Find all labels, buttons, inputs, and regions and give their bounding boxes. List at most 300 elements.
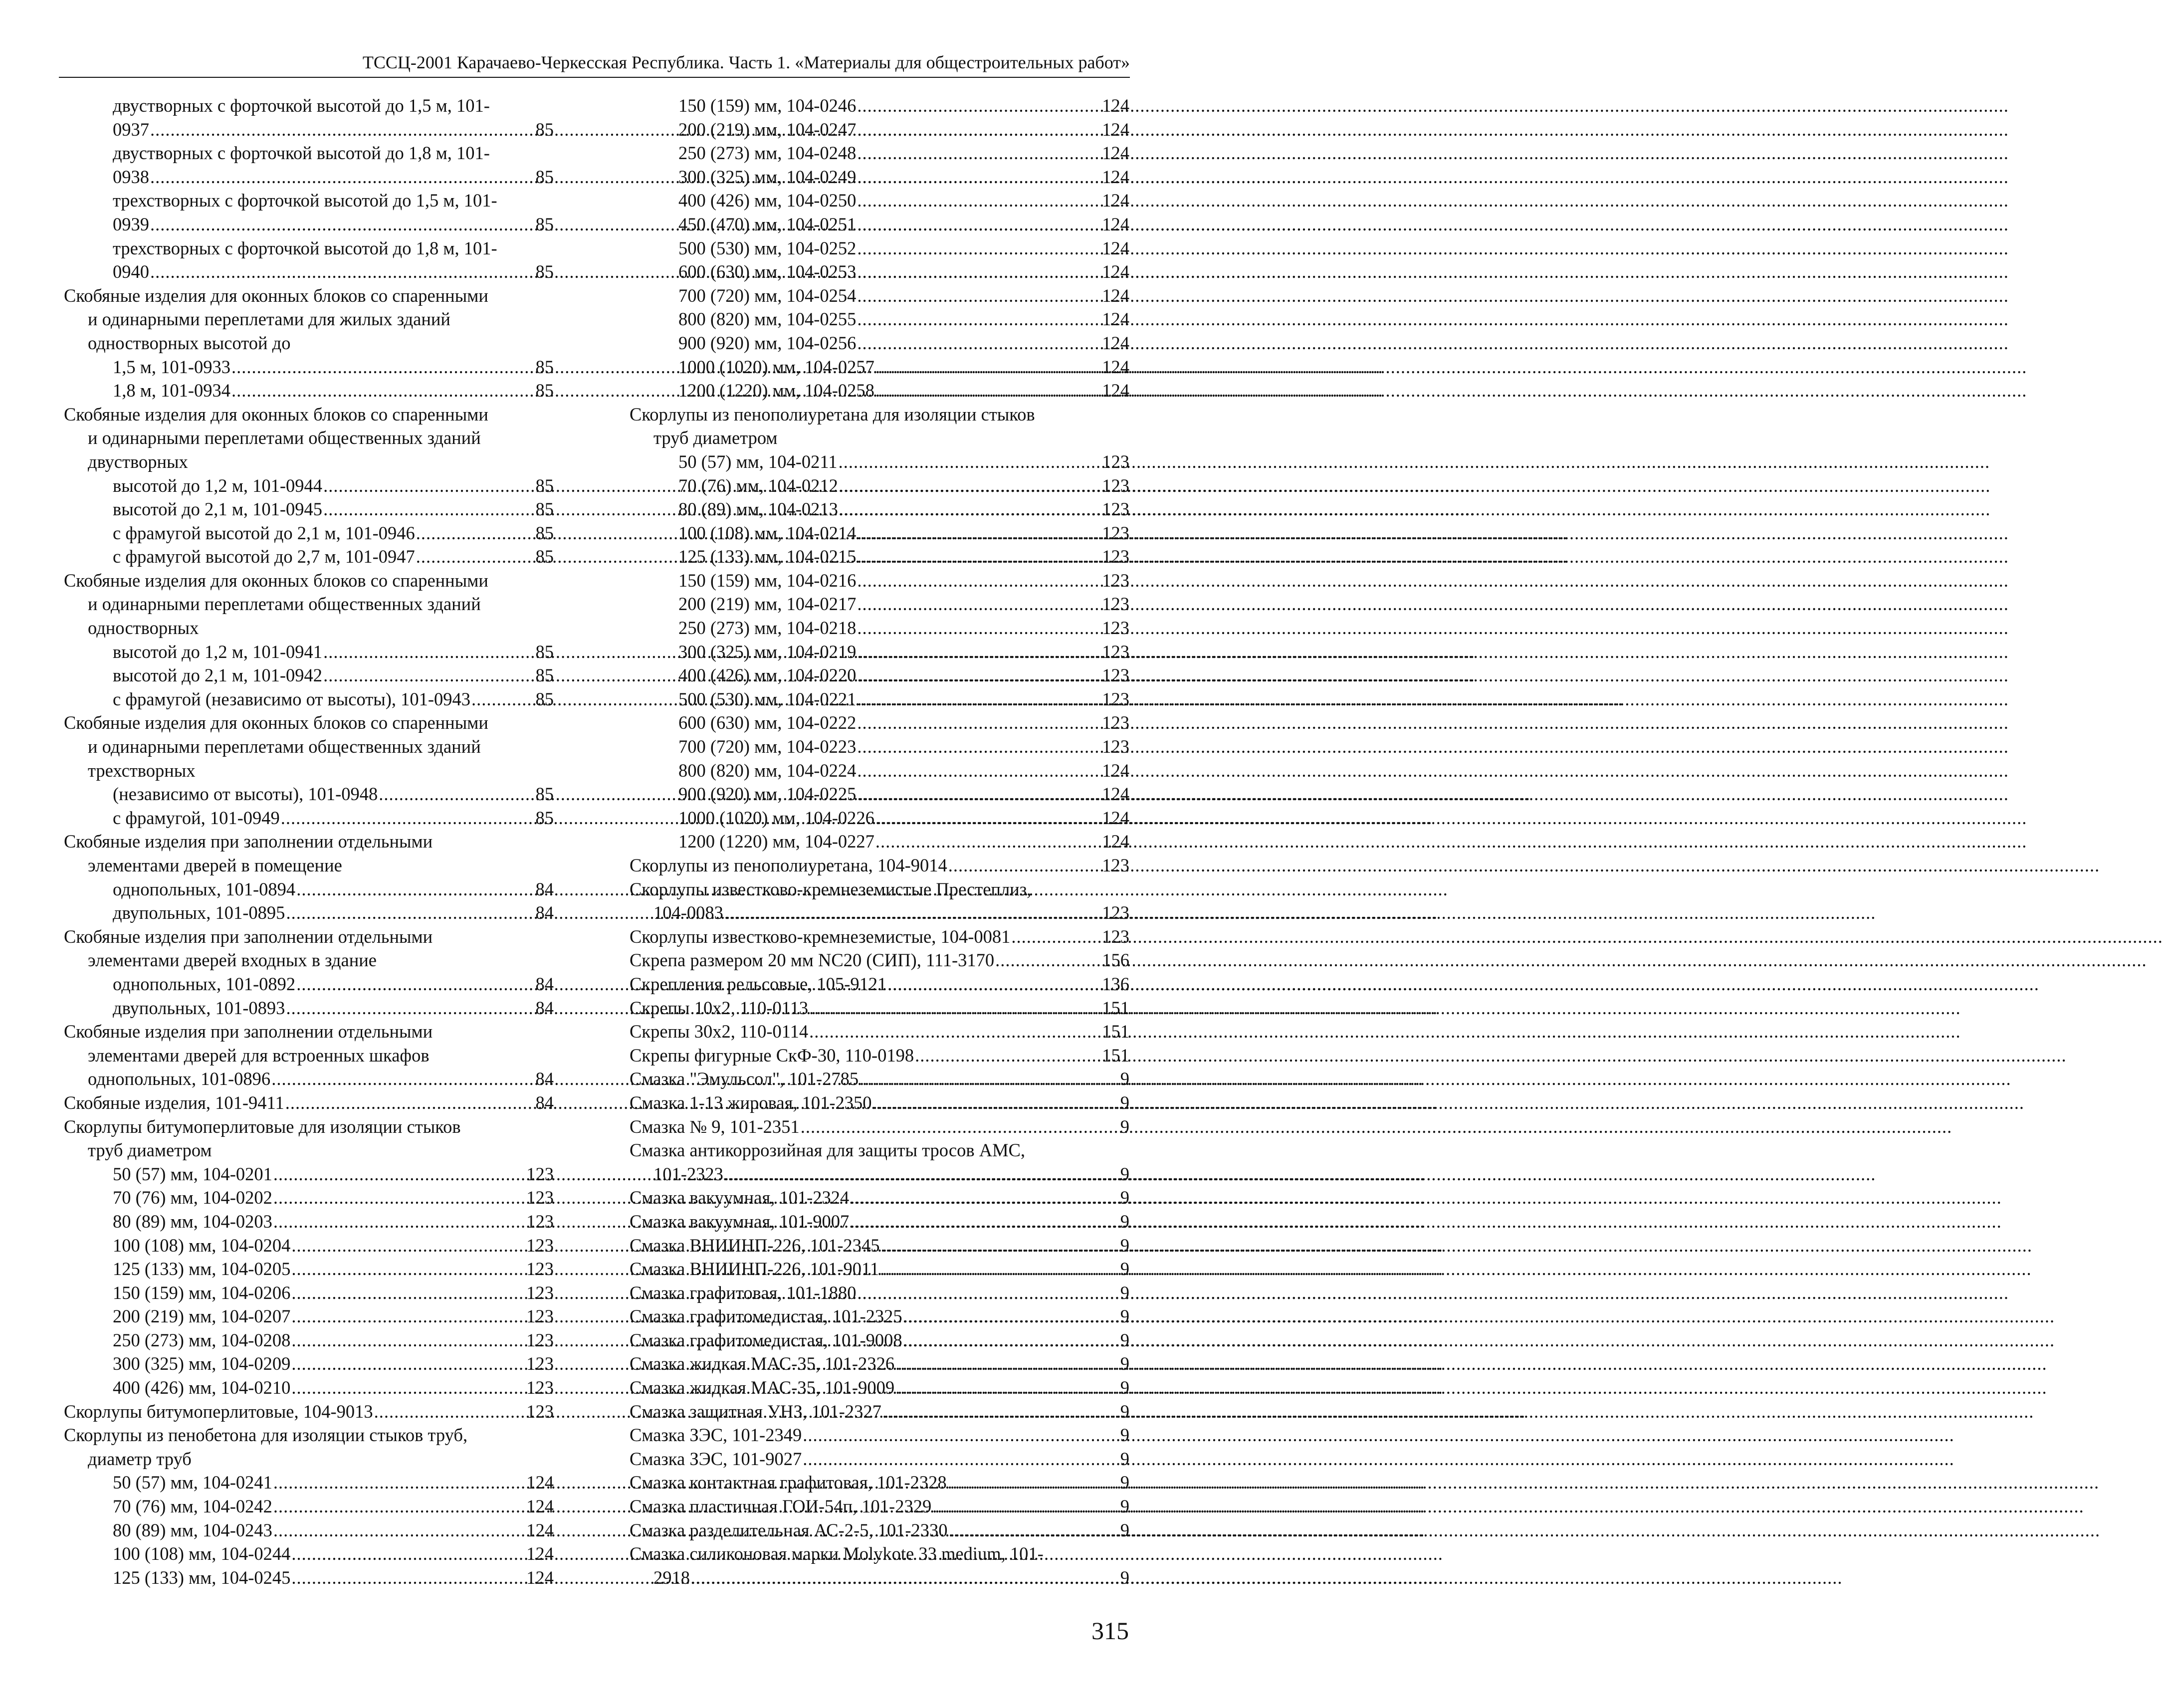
index-entry bbox=[64, 474, 554, 498]
dot-leader bbox=[857, 260, 1101, 284]
dot-leader bbox=[323, 474, 534, 498]
index-entry bbox=[630, 1494, 1129, 1518]
index-entry bbox=[630, 1400, 1129, 1424]
entry-text: 1000 (1020) мм, 104-0257 bbox=[678, 356, 874, 377]
index-entry bbox=[64, 497, 554, 521]
index-entry bbox=[64, 1376, 554, 1400]
entry-text: с фрамугой, 101-0949 bbox=[113, 807, 280, 828]
entry-text: и одинарными переплетами общественных зданий bbox=[88, 736, 481, 757]
index-entry bbox=[64, 355, 554, 379]
entry-page-ref: 9 bbox=[1120, 1448, 1129, 1469]
entry-page-ref: 124 bbox=[1102, 309, 1129, 330]
index-entry bbox=[630, 1352, 1129, 1376]
index-entry bbox=[630, 901, 1129, 925]
dot-leader bbox=[291, 1281, 525, 1305]
dot-leader bbox=[379, 782, 534, 806]
dot-leader bbox=[903, 1304, 1113, 1328]
index-entry bbox=[64, 213, 554, 236]
dot-leader bbox=[839, 450, 1101, 474]
entry-text: 900 (920) мм, 104-0225 bbox=[678, 784, 857, 805]
entry-page-ref: 123 bbox=[526, 1259, 554, 1280]
index-entry bbox=[630, 711, 1129, 735]
index-entry bbox=[630, 1020, 1129, 1044]
index-entry bbox=[64, 450, 554, 474]
index-entry bbox=[64, 640, 554, 664]
entry-page-ref: 123 bbox=[1102, 855, 1129, 875]
index-entry bbox=[630, 877, 1129, 901]
dot-leader bbox=[850, 1210, 1113, 1234]
entry-text: 70 (76) мм, 104-0212 bbox=[678, 475, 838, 496]
entry-text: 70 (76) мм, 104-0242 bbox=[113, 1496, 272, 1517]
entry-page-ref: 124 bbox=[1102, 831, 1129, 852]
entry-text: Скобяные изделия при заполнении отдельными bbox=[64, 926, 433, 947]
dot-leader bbox=[882, 1400, 1113, 1424]
dot-leader bbox=[858, 1281, 1113, 1305]
index-entry bbox=[64, 1494, 554, 1518]
dot-leader bbox=[801, 1115, 1113, 1139]
index-entry bbox=[630, 1044, 1129, 1068]
dot-leader bbox=[857, 213, 1101, 236]
dot-leader bbox=[231, 379, 534, 403]
dot-leader bbox=[291, 1542, 525, 1566]
index-entry bbox=[64, 616, 554, 640]
entry-text: Скорлупы известково-кремнеземистые Престеплиз, bbox=[630, 878, 1032, 899]
index-entry bbox=[630, 759, 1129, 783]
entry-text: 700 (720) мм, 104-0254 bbox=[678, 285, 857, 306]
index-entry bbox=[630, 806, 1129, 830]
index-entry bbox=[64, 925, 554, 949]
entry-text: Смазка вакуумная, 101-2324 bbox=[630, 1187, 850, 1208]
dot-leader bbox=[724, 901, 1101, 925]
index-entry bbox=[64, 1542, 554, 1566]
entry-text: 200 (219) мм, 104-0207 bbox=[113, 1306, 291, 1327]
dot-leader bbox=[150, 118, 535, 142]
entry-text: 200 (219) мм, 104-0217 bbox=[678, 594, 857, 615]
dot-leader bbox=[296, 972, 534, 996]
index-entry bbox=[630, 284, 1129, 308]
entry-page-ref: 123 bbox=[526, 1401, 554, 1422]
entry-page-ref: 9 bbox=[1120, 1519, 1129, 1540]
dot-leader bbox=[291, 1376, 525, 1400]
entry-page-ref: 124 bbox=[1102, 95, 1129, 116]
dot-leader bbox=[1011, 925, 1101, 949]
index-entry bbox=[64, 1352, 554, 1376]
index-entry bbox=[630, 189, 1129, 213]
dot-leader bbox=[895, 1376, 1113, 1400]
entry-page-ref: 9 bbox=[1120, 1259, 1129, 1280]
dot-leader bbox=[271, 1067, 534, 1091]
dot-leader bbox=[857, 236, 1101, 260]
index-entry bbox=[630, 663, 1129, 687]
dot-leader bbox=[291, 1352, 525, 1376]
index-entry bbox=[64, 1566, 554, 1590]
index-entry bbox=[64, 1304, 554, 1328]
entry-page-ref: 123 bbox=[1102, 665, 1129, 686]
index-entry bbox=[630, 236, 1129, 260]
dot-leader bbox=[374, 1400, 526, 1424]
entry-text: Смазка антикоррозийная для защиты тросов АМС, bbox=[630, 1140, 1026, 1161]
entry-page-ref: 124 bbox=[1102, 166, 1129, 187]
entry-text: Смазка ВНИИНП-226, 101-9011 bbox=[630, 1259, 879, 1280]
entry-page-ref: 9 bbox=[1120, 1187, 1129, 1208]
index-entry bbox=[64, 141, 554, 165]
dot-leader bbox=[857, 307, 1101, 331]
entry-page-ref: 9 bbox=[1120, 1377, 1129, 1398]
index-entry bbox=[64, 735, 554, 759]
dot-leader bbox=[839, 474, 1101, 498]
entry-text: 100 (108) мм, 104-0214 bbox=[678, 522, 857, 543]
entry-page-ref: 123 bbox=[526, 1187, 554, 1208]
entry-text: Скобяные изделия для оконных блоков со спаренными bbox=[64, 570, 488, 591]
entry-text: высотой до 2,1 м, 101-0942 bbox=[113, 665, 323, 686]
index-entry bbox=[64, 1020, 554, 1044]
dot-leader bbox=[880, 1257, 1113, 1281]
entry-text: 400 (426) мм, 104-0220 bbox=[678, 665, 857, 686]
entry-text: трехстворных с форточкой высотой до 1,5 м, 101- bbox=[113, 190, 497, 211]
dot-leader bbox=[915, 1044, 1101, 1068]
entry-text: 250 (273) мм, 104-0208 bbox=[113, 1329, 291, 1350]
entry-text: 100 (108) мм, 104-0244 bbox=[113, 1543, 291, 1564]
entry-page-ref: 123 bbox=[1102, 736, 1129, 757]
entry-page-ref: 123 bbox=[1102, 570, 1129, 591]
entry-text: Скорлупы из пенобетона для изоляции стыков труб, bbox=[64, 1425, 468, 1446]
entry-text: и одинарными переплетами общественных зданий bbox=[88, 427, 481, 448]
entry-text: Скорлупы из пенополиуретана для изоляции стыков bbox=[630, 404, 1035, 425]
dot-leader bbox=[150, 213, 535, 236]
index-entry bbox=[630, 735, 1129, 759]
entry-text: 500 (530) мм, 104-0221 bbox=[678, 688, 857, 709]
dot-leader bbox=[416, 521, 535, 545]
dot-leader bbox=[286, 901, 534, 925]
index-entry bbox=[64, 948, 554, 972]
index-entry bbox=[630, 1328, 1129, 1352]
entry-text: 70 (76) мм, 104-0202 bbox=[113, 1187, 272, 1208]
entry-text: Скобяные изделия для оконных блоков со спаренными bbox=[64, 285, 488, 306]
index-entry bbox=[64, 592, 554, 616]
entry-text: Скобяные изделия для оконных блоков со спаренными bbox=[64, 404, 488, 425]
entry-text: 900 (920) мм, 104-0256 bbox=[678, 332, 857, 353]
dot-leader bbox=[857, 616, 1101, 640]
index-column-right bbox=[630, 94, 1129, 1589]
entry-text: Скрепы 10х2, 110-0113 bbox=[630, 997, 809, 1018]
index-entry bbox=[630, 141, 1129, 165]
dot-leader bbox=[281, 806, 535, 830]
entry-page-ref: 85 bbox=[535, 641, 554, 662]
index-entry bbox=[630, 355, 1129, 379]
index-entry bbox=[64, 711, 554, 735]
entry-page-ref: 123 bbox=[526, 1282, 554, 1303]
entry-page-ref: 124 bbox=[1102, 237, 1129, 258]
dot-leader bbox=[873, 1091, 1114, 1115]
entry-page-ref: 124 bbox=[526, 1472, 554, 1493]
entry-text: однопольных, 101-0892 bbox=[113, 973, 296, 994]
entry-text: с фрамугой высотой до 2,1 м, 101-0946 bbox=[113, 522, 415, 543]
entry-page-ref: 123 bbox=[1102, 618, 1129, 639]
index-entry bbox=[630, 118, 1129, 142]
entry-page-ref: 123 bbox=[1102, 499, 1129, 520]
index-entry bbox=[630, 213, 1129, 236]
index-entry bbox=[64, 1257, 554, 1281]
entry-page-ref: 85 bbox=[535, 214, 554, 234]
entry-page-ref: 9 bbox=[1120, 1425, 1129, 1446]
dot-leader bbox=[296, 877, 534, 901]
dot-leader bbox=[416, 545, 535, 569]
index-entry bbox=[64, 1044, 554, 1068]
entry-text: 800 (820) мм, 104-0255 bbox=[678, 309, 857, 330]
index-entry bbox=[630, 1281, 1129, 1305]
page-number: 315 bbox=[1091, 1617, 1129, 1645]
index-entry bbox=[64, 759, 554, 783]
dot-leader bbox=[803, 1423, 1113, 1447]
index-entry bbox=[64, 545, 554, 569]
entry-text: труб диаметром bbox=[88, 1140, 212, 1161]
entry-text: 0939 bbox=[113, 214, 149, 234]
dot-leader bbox=[857, 759, 1101, 783]
dot-leader bbox=[273, 1186, 525, 1210]
index-entry bbox=[630, 1162, 1129, 1186]
dot-leader bbox=[471, 687, 534, 711]
index-entry bbox=[630, 972, 1129, 996]
entry-text: 80 (89) мм, 104-0213 bbox=[678, 499, 838, 520]
entry-page-ref: 124 bbox=[1102, 143, 1129, 164]
index-entry bbox=[630, 996, 1129, 1020]
entry-page-ref: 85 bbox=[535, 665, 554, 686]
index-entry bbox=[630, 521, 1129, 545]
entry-text: 0940 bbox=[113, 261, 149, 282]
entry-page-ref: 123 bbox=[526, 1211, 554, 1232]
entry-text: Скобяные изделия, 101-9411 bbox=[64, 1092, 284, 1113]
dot-leader bbox=[875, 806, 1101, 830]
entry-text: и одинарными переплетами общественных зданий bbox=[88, 594, 481, 615]
dot-leader bbox=[995, 948, 1101, 972]
index-entry bbox=[630, 1186, 1129, 1210]
index-entry bbox=[64, 972, 554, 996]
dot-leader bbox=[273, 1210, 525, 1234]
entry-text: одностворных высотой до bbox=[88, 332, 291, 353]
entry-text: 1,8 м, 101-0934 bbox=[113, 380, 231, 401]
entry-text: высотой до 1,2 м, 101-0941 bbox=[113, 641, 323, 662]
entry-page-ref: 123 bbox=[1102, 712, 1129, 733]
dot-leader bbox=[887, 972, 1101, 996]
dot-leader bbox=[323, 497, 534, 521]
entry-page-ref: 136 bbox=[1102, 973, 1129, 994]
entry-text: Скрепа размером 20 мм NC20 (СИП), 111-3170 bbox=[630, 950, 995, 971]
entry-text: 125 (133) мм, 104-0205 bbox=[113, 1259, 291, 1280]
entry-text: Скорлупы битумоперлитовые, 104-9013 bbox=[64, 1401, 373, 1422]
index-entry bbox=[64, 403, 554, 427]
entry-text: 150 (159) мм, 104-0216 bbox=[678, 570, 857, 591]
index-entry bbox=[64, 165, 554, 189]
index-entry bbox=[64, 1471, 554, 1494]
entry-text: Скобяные изделия при заполнении отдельными bbox=[64, 1021, 433, 1042]
dot-leader bbox=[809, 1020, 1101, 1044]
entry-page-ref: 9 bbox=[1120, 1211, 1129, 1232]
index-entry bbox=[630, 1542, 1129, 1566]
dot-leader bbox=[857, 592, 1101, 616]
dot-leader bbox=[857, 735, 1101, 759]
dot-leader bbox=[860, 1067, 1113, 1091]
dot-leader bbox=[691, 1566, 1113, 1590]
index-entry bbox=[64, 806, 554, 830]
entry-page-ref: 9 bbox=[1120, 1092, 1129, 1113]
dot-leader bbox=[948, 1471, 1113, 1494]
index-entry bbox=[64, 663, 554, 687]
entry-text: Смазка графитомедистая, 101-2325 bbox=[630, 1306, 902, 1327]
entry-text: трехстворных с форточкой высотой до 1,8 м, 101- bbox=[113, 237, 497, 258]
index-entry bbox=[64, 877, 554, 901]
entry-text: Смазка № 9, 101-2351 bbox=[630, 1116, 800, 1137]
entry-text: двустворных bbox=[88, 451, 188, 472]
index-entry bbox=[630, 1304, 1129, 1328]
entry-text: 200 (219) мм, 104-0247 bbox=[678, 119, 857, 140]
entry-text: Скобяные изделия при заполнении отдельными bbox=[64, 831, 433, 852]
entry-page-ref: 9 bbox=[1120, 1353, 1129, 1374]
entry-text: 150 (159) мм, 104-0206 bbox=[113, 1282, 291, 1303]
index-entry bbox=[630, 948, 1129, 972]
dot-leader bbox=[857, 545, 1101, 569]
index-entry bbox=[630, 1138, 1129, 1162]
dot-leader bbox=[857, 165, 1101, 189]
dot-leader bbox=[857, 687, 1101, 711]
entry-text: 0938 bbox=[113, 166, 149, 187]
dot-leader bbox=[803, 1447, 1113, 1471]
entry-text: 1000 (1020) мм, 104-0226 bbox=[678, 807, 874, 828]
entry-page-ref: 123 bbox=[1102, 926, 1129, 947]
entry-page-ref: 85 bbox=[535, 807, 554, 828]
entry-text: Скрепы фигурные СкФ-30, 110-0198 bbox=[630, 1045, 914, 1066]
entry-page-ref: 124 bbox=[1102, 285, 1129, 306]
index-entry bbox=[630, 379, 1129, 403]
entry-text: 0937 bbox=[113, 119, 149, 140]
index-entry bbox=[630, 1234, 1129, 1258]
entry-page-ref: 9 bbox=[1120, 1472, 1129, 1493]
entry-text: 125 (133) мм, 104-0245 bbox=[113, 1567, 291, 1588]
dot-leader bbox=[273, 1471, 525, 1494]
entry-page-ref: 123 bbox=[526, 1329, 554, 1350]
index-entry bbox=[64, 1234, 554, 1258]
index-entry bbox=[64, 521, 554, 545]
entry-text: Смазка ЗЭС, 101-2349 bbox=[630, 1425, 802, 1446]
index-entry bbox=[64, 996, 554, 1020]
index-entry bbox=[64, 94, 554, 118]
index-entry bbox=[630, 1210, 1129, 1234]
index-entry bbox=[64, 1328, 554, 1352]
index-entry bbox=[630, 497, 1129, 521]
dot-leader bbox=[903, 1328, 1113, 1352]
entry-text: трехстворных bbox=[88, 760, 196, 781]
index-entry bbox=[64, 1447, 554, 1471]
index-entry bbox=[64, 569, 554, 593]
index-entry bbox=[64, 687, 554, 711]
entry-page-ref: 9 bbox=[1120, 1306, 1129, 1327]
entry-text: 125 (133) мм, 104-0215 bbox=[678, 546, 857, 567]
index-entry bbox=[64, 1518, 554, 1542]
entry-text: Смазка контактная графитовая, 101-2328 bbox=[630, 1472, 947, 1493]
entry-text: Смазка разделительная АС-2-5, 101-2330 bbox=[630, 1519, 948, 1540]
index-entry bbox=[630, 403, 1129, 427]
dot-leader bbox=[857, 284, 1101, 308]
entry-page-ref: 84 bbox=[535, 973, 554, 994]
entry-page-ref: 124 bbox=[1102, 380, 1129, 401]
dot-leader bbox=[857, 711, 1101, 735]
entry-page-ref: 123 bbox=[1102, 641, 1129, 662]
index-entry bbox=[630, 94, 1129, 118]
entry-text: 80 (89) мм, 104-0243 bbox=[113, 1519, 272, 1540]
entry-page-ref: 123 bbox=[1102, 688, 1129, 709]
dot-leader bbox=[839, 497, 1101, 521]
index-entry bbox=[630, 782, 1129, 806]
entry-text: двупольных, 101-0895 bbox=[113, 902, 285, 923]
dot-leader bbox=[323, 663, 534, 687]
entry-text: элементами дверей входных в здание bbox=[88, 950, 377, 971]
entry-page-ref: 124 bbox=[1102, 332, 1129, 353]
entry-text: 600 (630) мм, 104-0253 bbox=[678, 261, 857, 282]
entry-page-ref: 9 bbox=[1120, 1068, 1129, 1089]
entry-text: Смазка жидкая МАС-35, 101-2326 bbox=[630, 1353, 895, 1374]
entry-text: двустворных с форточкой высотой до 1,8 м, 101- bbox=[113, 143, 490, 164]
dot-leader bbox=[949, 1518, 1113, 1542]
entry-page-ref: 151 bbox=[1102, 997, 1129, 1018]
entry-text: 50 (57) мм, 104-0201 bbox=[113, 1163, 272, 1184]
entry-page-ref: 156 bbox=[1102, 950, 1129, 971]
dot-leader bbox=[291, 1328, 525, 1352]
entry-text: элементами дверей в помещение bbox=[88, 855, 342, 875]
dot-leader bbox=[857, 118, 1101, 142]
entry-page-ref: 9 bbox=[1120, 1329, 1129, 1350]
entry-text: 250 (273) мм, 104-0218 bbox=[678, 618, 857, 639]
dot-leader bbox=[857, 331, 1101, 355]
entry-page-ref: 85 bbox=[535, 475, 554, 496]
entry-text: и одинарными переплетами для жилых зданий bbox=[88, 309, 450, 330]
entry-page-ref: 123 bbox=[1102, 475, 1129, 496]
dot-leader bbox=[285, 1091, 535, 1115]
dot-leader bbox=[857, 640, 1101, 664]
entry-page-ref: 85 bbox=[535, 499, 554, 520]
entry-text: Скрепы 30х2, 110-0114 bbox=[630, 1021, 809, 1042]
index-entry bbox=[630, 1471, 1129, 1494]
entry-page-ref: 123 bbox=[1102, 594, 1129, 615]
index-entry bbox=[630, 331, 1129, 355]
dot-leader bbox=[932, 1494, 1113, 1518]
entry-text: Смазка ВНИИНП-226, 101-2345 bbox=[630, 1235, 880, 1256]
index-entry bbox=[630, 474, 1129, 498]
dot-leader bbox=[150, 165, 535, 189]
index-entry bbox=[630, 450, 1129, 474]
entry-text: Смазка силиконовая марки Molykote 33 medium, 101- bbox=[630, 1543, 1044, 1564]
index-entry bbox=[64, 1067, 554, 1091]
entry-text: Смазка защитная УНЗ, 101-2327 bbox=[630, 1401, 881, 1422]
index-entry bbox=[64, 379, 554, 403]
index-entry bbox=[64, 830, 554, 854]
index-entry bbox=[64, 1091, 554, 1115]
entry-page-ref: 124 bbox=[1102, 261, 1129, 282]
dot-leader bbox=[273, 1518, 525, 1542]
entry-text: с фрамугой высотой до 2,7 м, 101-0947 bbox=[113, 546, 415, 567]
entry-page-ref: 84 bbox=[535, 1092, 554, 1113]
index-column-left bbox=[64, 94, 554, 1589]
index-entry bbox=[630, 1447, 1129, 1471]
entry-text: труб диаметром bbox=[653, 427, 778, 448]
index-entry bbox=[64, 1115, 554, 1139]
entry-text: 300 (325) мм, 104-0209 bbox=[113, 1353, 291, 1374]
entry-text: 250 (273) мм, 104-0248 bbox=[678, 143, 857, 164]
entry-text: Смазка вакуумная, 101-9007 bbox=[630, 1211, 850, 1232]
entry-page-ref: 124 bbox=[526, 1567, 554, 1588]
entry-page-ref: 123 bbox=[1102, 546, 1129, 567]
dot-leader bbox=[857, 141, 1101, 165]
entry-page-ref: 123 bbox=[526, 1306, 554, 1327]
dot-leader bbox=[286, 996, 534, 1020]
